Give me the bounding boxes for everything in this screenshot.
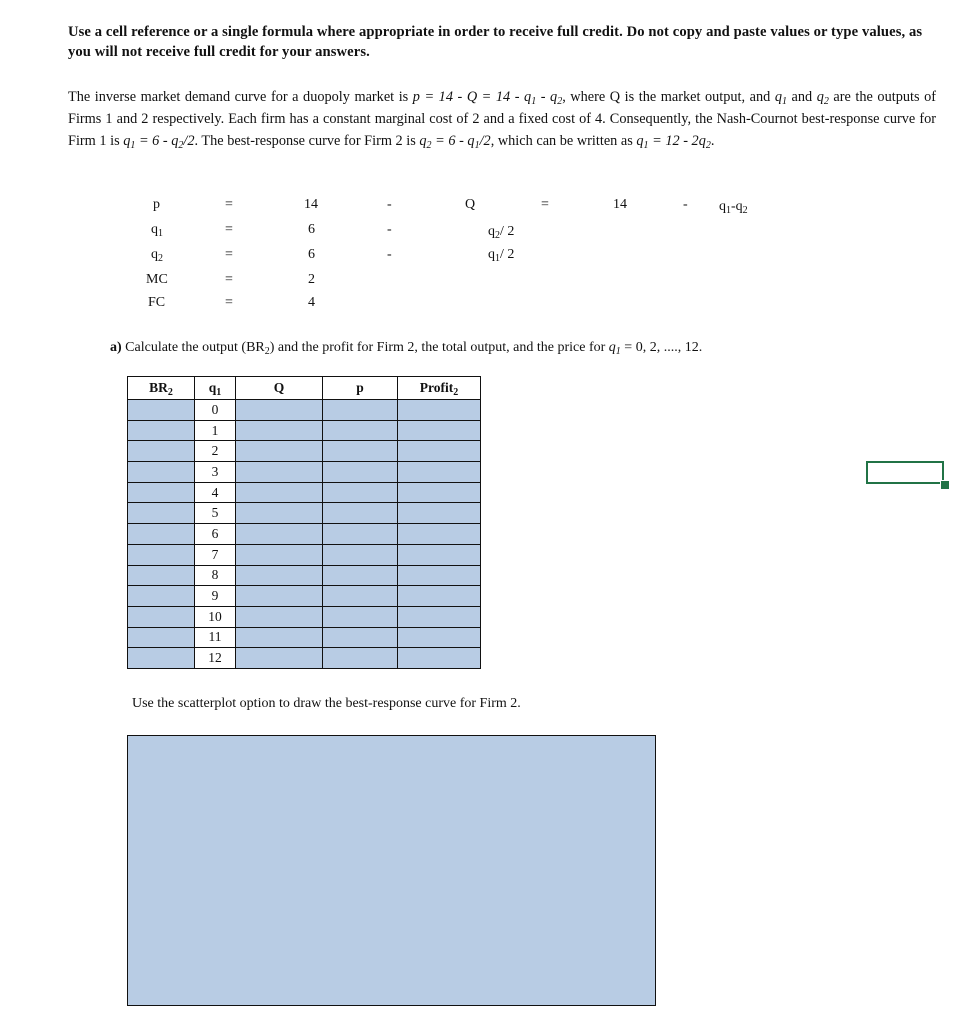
value-mc[interactable]: 2 [308,272,315,287]
table-row [128,627,481,648]
problem-paragraph: The inverse market demand curve for a duopoly market is $p = 14 - Q = 14 - q_1 - q_2$, where Q is the market output, and $q_1$ and $q_2$ are the outputs of Firms 1 and 2 respectively. Each firm has a constant marginal cost of 2 and a fixed cost of 4. Consequently, the Nash-Cournot best-response curve for Firm 1 is $q_1 = 6 - q_2/2$. The best-response curve for Firm 2 is $q_2 = 6 - q_1/2$, which can be written as $q_1 = 12 - 2q_2$. [68,89,936,151]
Q-input-cell[interactable] [236,503,323,524]
q1-cell: 5 [195,503,236,524]
q1-over-2: $q_1/$ 2 [488,247,515,264]
q1-cell: 3 [195,462,236,483]
label-p: p [153,197,160,212]
Q-input-cell[interactable] [236,441,323,462]
firm2-table [127,376,481,669]
equals-mc: = [225,272,233,287]
profit2-input-cell[interactable] [398,565,481,586]
Q-input-cell[interactable] [236,420,323,441]
br2-input-cell[interactable] [128,482,195,503]
table-row [128,462,481,483]
profit2-input-cell[interactable] [398,420,481,441]
profit2-input-cell[interactable] [398,648,481,669]
q1-cell: 2 [195,441,236,462]
Q-input-cell[interactable] [236,462,323,483]
q1-cell: 1 [195,420,236,441]
table-row [128,606,481,627]
p-input-cell[interactable] [323,565,398,586]
p-input-cell[interactable] [323,400,398,421]
br2-input-cell[interactable] [128,462,195,483]
p-input-cell[interactable] [323,441,398,462]
instructions-text: Use a cell reference or a single formula where appropriate in order to receive full credit. Do not copy and paste values or type values, as you will not receive full credit for your answers. [68,24,923,60]
table-row [128,482,481,503]
q1-cell: 10 [195,606,236,627]
fill-handle[interactable] [940,480,950,490]
br2-equation: $q_2 = 6 - q_1/2$ [419,133,491,151]
profit2-input-cell[interactable] [398,441,481,462]
table-row [128,648,481,669]
p-input-cell[interactable] [323,586,398,607]
value-p-rhs[interactable]: 14 [613,197,627,212]
br2-input-cell[interactable] [128,420,195,441]
header-Q: Q [236,377,323,400]
q1-cell: 9 [195,586,236,607]
table-row [128,565,481,586]
br1-equation: $q_1 = 6 - q_2/2$ [123,133,195,151]
equals-q1: = [225,222,233,237]
scatter-instruction: Use the scatterplot option to draw the best-response curve for Firm 2. [132,696,521,711]
p-input-cell[interactable] [323,627,398,648]
demand-equation: $p = 14 - Q = 14 - q_1 - q_2$ [412,89,563,107]
header-profit2: Profit$_2$ [398,377,481,400]
profit2-input-cell[interactable] [398,586,481,607]
Q-input-cell[interactable] [236,606,323,627]
br2-input-cell[interactable] [128,627,195,648]
header-q1: $q_1$ [195,377,236,400]
Q-input-cell[interactable] [236,565,323,586]
minus-q2: - [387,247,392,262]
profit2-input-cell[interactable] [398,482,481,503]
br2-input-cell[interactable] [128,606,195,627]
parameter-grid [0,0,976,330]
Q-input-cell[interactable] [236,482,323,503]
value-q1[interactable]: 6 [308,222,315,237]
profit2-input-cell[interactable] [398,462,481,483]
minus-p: - [387,197,392,212]
equals-p: = [225,197,233,212]
q2-over-2: $q_2/$ 2 [488,224,515,241]
profit2-input-cell[interactable] [398,400,481,421]
p-input-cell[interactable] [323,462,398,483]
label-fc: FC [148,295,166,310]
value-q2[interactable]: 6 [308,247,315,262]
table-row [128,586,481,607]
Q-input-cell[interactable] [236,400,323,421]
q1-cell: 8 [195,565,236,586]
br2-input-cell[interactable] [128,565,195,586]
scatterplot-area[interactable] [127,735,656,1006]
table-row [128,524,481,545]
value-p[interactable]: 14 [304,197,318,212]
br2-input-cell[interactable] [128,524,195,545]
br2-input-cell[interactable] [128,648,195,669]
minus-q1: - [387,222,392,237]
profit2-input-cell[interactable] [398,503,481,524]
table-row [128,400,481,421]
profit2-input-cell[interactable] [398,627,481,648]
equals-q2: = [225,247,233,262]
p-input-cell[interactable] [323,482,398,503]
p-input-cell[interactable] [323,503,398,524]
q1-cell: 11 [195,627,236,648]
header-br2: $BR_2$ [128,377,195,400]
equals-p-rhs: = [541,197,549,212]
label-q1: $q_1$ [151,222,163,239]
table-row [128,420,481,441]
br2-input-cell[interactable] [128,441,195,462]
equals-fc: = [225,295,233,310]
Q-input-cell[interactable] [236,524,323,545]
br2-rewritten-equation: $q_1 = 12 - 2q_2$ [636,133,711,151]
part-a-prompt: a) Calculate the output $(BR_2)$ and the profit for Firm 2, the total output, and the price for $q_1 = 0$, 2, ...., 12. [110,340,703,357]
label-Q: Q [465,197,476,212]
Q-input-cell[interactable] [236,544,323,565]
profit2-input-cell[interactable] [398,524,481,545]
br2-input-cell[interactable] [128,503,195,524]
selected-cell[interactable] [866,461,944,484]
q1-cell: 4 [195,482,236,503]
p-input-cell[interactable] [323,648,398,669]
br2-input-cell[interactable] [128,544,195,565]
Q-input-cell[interactable] [236,648,323,669]
label-q2: $q_2$ [151,247,163,264]
value-fc[interactable]: 4 [308,295,315,310]
p-input-cell[interactable] [323,420,398,441]
table-row [128,503,481,524]
table-row [128,441,481,462]
minus-p-rhs: - [683,197,688,212]
p-input-cell[interactable] [323,524,398,545]
table-row [128,544,481,565]
q1-cell: 6 [195,524,236,545]
br2-input-cell[interactable] [128,586,195,607]
Q-input-cell[interactable] [236,586,323,607]
profit2-input-cell[interactable] [398,606,481,627]
p-input-cell[interactable] [323,544,398,565]
label-mc: MC [146,272,168,287]
Q-input-cell[interactable] [236,627,323,648]
q1-cell: 0 [195,400,236,421]
q1-cell: 12 [195,648,236,669]
q1-cell: 7 [195,544,236,565]
br2-input-cell[interactable] [128,400,195,421]
header-p: p [323,377,398,400]
q1-minus-q2: $q_1-q_2$ [719,199,748,216]
profit2-input-cell[interactable] [398,544,481,565]
p-input-cell[interactable] [323,606,398,627]
